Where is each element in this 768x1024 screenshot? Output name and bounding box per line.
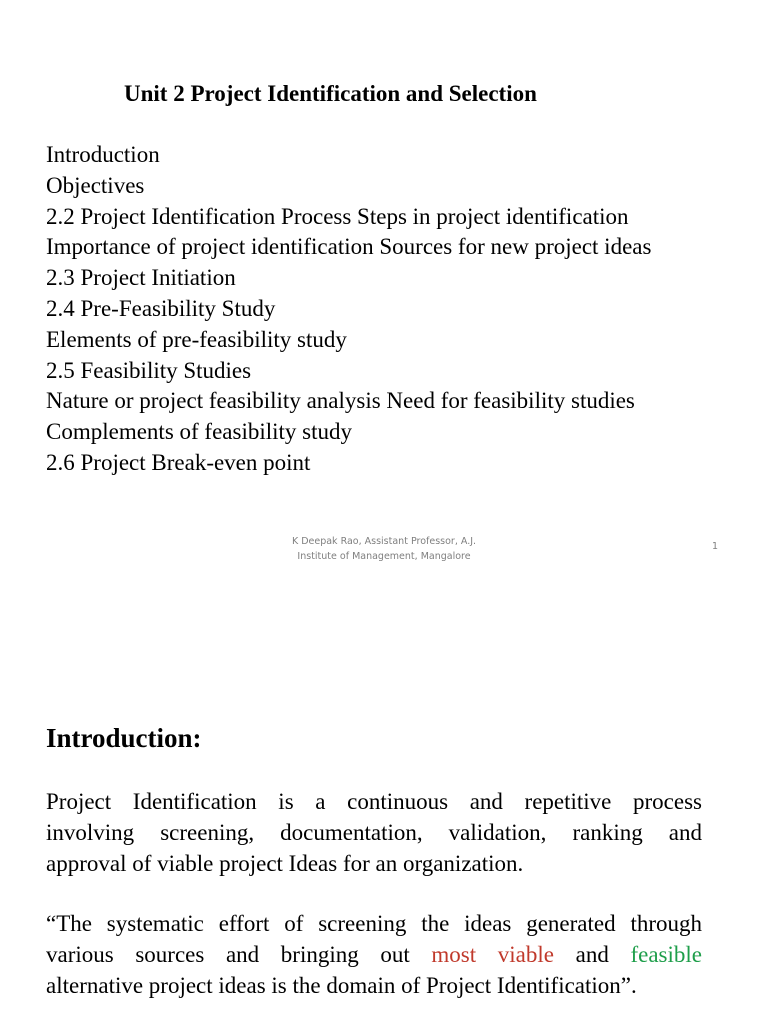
- toc-item: Elements of pre-feasibility study: [46, 326, 347, 352]
- toc-item: 2.2 Project Identification Process Steps in project identification: [46, 203, 629, 229]
- toc-item: 2.5 Feasibility Studies: [46, 357, 252, 383]
- paragraph-line: alternative project ideas is the domain of Project Identification”.: [46, 973, 637, 998]
- intro-paragraph: [46, 786, 702, 879]
- slide-title: Unit 2 Project Identification and Selection: [124, 81, 537, 106]
- toc-item: Introduction: [46, 142, 160, 167]
- page-number: 1: [712, 541, 719, 552]
- paragraph-line: “The systematic effort of screening the ideas generated through: [46, 911, 702, 936]
- toc-item: 2.6 Project Break-even point: [46, 449, 311, 475]
- toc-item: Complements of feasibility study: [46, 419, 352, 445]
- toc-item: 2.3 Project Initiation: [46, 265, 236, 291]
- footer-line: K Deepak Rao, Assistant Professor, A.J.: [291, 536, 477, 547]
- toc-item: Nature or project feasibility analysis Need for feasibility studies: [46, 388, 635, 414]
- definition-quote: [46, 908, 702, 1001]
- highlight-feasible: feasible: [630, 942, 702, 967]
- slide-footer: [240, 534, 528, 564]
- slide-2: [0, 600, 768, 1024]
- paragraph-line: Project Identification is a continuous and repetitive process: [46, 789, 702, 814]
- paragraph-line: involving screening, documentation, validation, ranking and: [46, 820, 702, 845]
- toc-item: 2.4 Pre-Feasibility Study: [46, 295, 276, 321]
- highlight-most-viable: most viable: [431, 942, 554, 967]
- text-run: and: [554, 942, 631, 967]
- footer-line: Institute of Management, Mangalore: [297, 551, 471, 562]
- section-heading: Introduction:: [46, 723, 202, 753]
- toc-item: Objectives: [46, 172, 145, 198]
- text-run: various sources and bringing out: [46, 942, 432, 967]
- toc-item: Importance of project identification Sources for new project ideas: [46, 234, 652, 260]
- paragraph-line: [46, 939, 702, 970]
- paragraph-line: approval of viable project Ideas for an organization.: [46, 851, 524, 876]
- table-of-contents: [46, 140, 651, 479]
